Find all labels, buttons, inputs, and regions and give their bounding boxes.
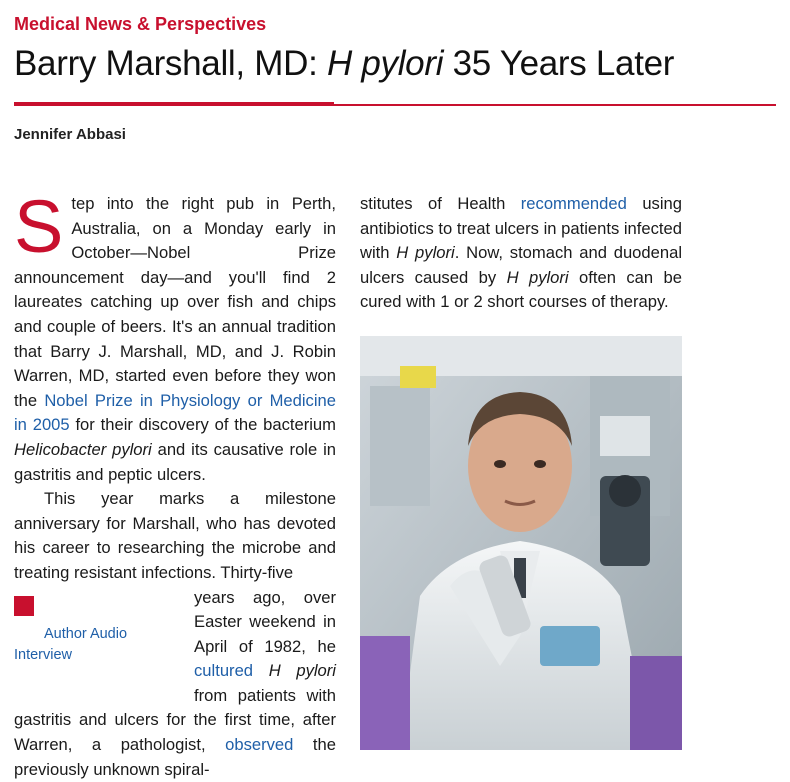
portrait-photo — [360, 336, 682, 750]
section-label: Medical News & Perspectives — [14, 14, 267, 34]
plus-icon[interactable]: + — [14, 596, 34, 616]
article-column-1 — [14, 185, 336, 782]
nobel-prize-link[interactable]: Nobel Prize in Physiology or Medicine in 2005 — [14, 390, 336, 435]
recommended-link[interactable]: recommended — [520, 194, 627, 213]
title-rule — [14, 102, 334, 106]
author-audio-box[interactable] — [14, 590, 186, 688]
observed-link[interactable]: observed — [225, 735, 294, 755]
paragraph-col2: stitutes of Health recommended using antibiotics to treat ulcers in patients infected with H pylori. Now, stomach and duodenal ulcers caused by H pylori often can be cured with 1 or 2 short courses of therapy. — [360, 194, 683, 312]
cultured-link[interactable]: cultured — [194, 661, 254, 681]
drop-cap: S — [14, 185, 64, 268]
author-audio-label[interactable]: Author Audio Interview — [14, 625, 128, 663]
author-byline: Jennifer Abbasi — [14, 126, 126, 143]
lab-scientist-image — [360, 336, 682, 750]
paragraph-1: Step into the right pub in Perth, Australia, on a Monday early in October—Nobel Prize announcement day—and you'll find 2 laureates catching up over fish and chips and couple of beers. It's an annual tradition that Barry J. Marshall, MD, and J. Robin Warren, MD, started even before they won the Nobel Prize in Physiology or Medicine in 2005 for their discovery of the bacterium Helicobacter pylori and its causative role in gastritis and peptic ulcers. — [14, 185, 336, 484]
title-rule-thin — [334, 104, 776, 106]
article-title: Barry Marshall, MD: H pylori 35 Years Later — [14, 44, 675, 83]
paragraph-2: This year marks a milestone anniversary for Marshall, who has devoted his career to researching the microbe and treating resistant infections. Thirty-five + Author Audio Interview years ago, over Easter weekend in April of 1982, he cultured H pylori from patients with gastritis and ulcers for the first time, after Warren, a pathologist, observed the previously unknown spiral- — [14, 489, 336, 779]
article-column-2 — [360, 192, 682, 315]
